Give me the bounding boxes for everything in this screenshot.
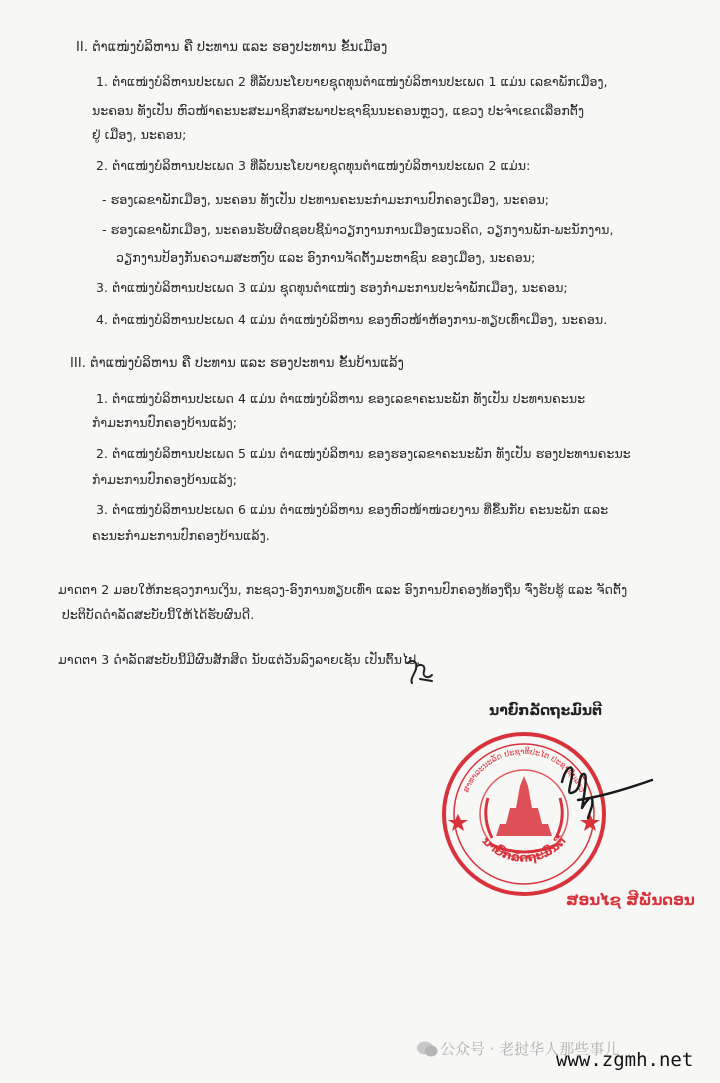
article-3: ມາດຕາ 3 ດຳລັດສະບັບນີ້ມີຜົນສັກສິດ ນັບແຕ່ວັນລົງລາຍເຊັນ ເປັນຕົ້ນໄປ. [58, 652, 421, 667]
s3-item-2-line-2: ກຳມະການປົກຄອງບ້ານແລ້ງ; [92, 472, 238, 487]
s3-item-2-line-1: 2. ຕຳແໜ່ງບໍລິຫານປະເພດ 5 ແມ່ນ ຕຳແໜ່ງບໍລິຫານ ຂອງຮອງເລຂາຄະນະພັກ ທັງເປັນ ຮອງປະທານຄະນະ [96, 446, 631, 461]
s3-item-3-line-1: 3. ຕຳແໜ່ງບໍລິຫານປະເພດ 6 ແມ່ນ ຕຳແໜ່ງບໍລິຫານ ຂອງຫົວໜ້າໜ່ວຍງານ ທີ່ຂຶ້ນກັບ ຄະນະພັກ ແລະ [96, 502, 609, 517]
svg-text:ສາທາລະນະລັດ ປະຊາທິປະໄຕ ປະຊາຊົນ: ສາທາລະນະລັດ ປະຊາທິປະໄຕ ປະຊາຊົນລາວ [461, 746, 587, 794]
handwritten-signature [548, 752, 658, 832]
signer-title: ນາຍົກລັດຖະມົນຕີ [489, 703, 603, 719]
watermark-label: 公众号 · 老挝华人那些事儿 [440, 1040, 620, 1058]
signer-name: ສອນໄຊ ສີພັນດອນ [566, 891, 695, 909]
handwritten-initial [402, 653, 438, 689]
s2-item-2: 2. ຕຳແໜ່ງບໍລິຫານປະເພດ 3 ທີ່ລັບນະໂຍບາຍຊຸດທຸນຕຳແໜ່ງບໍລິຫານປະເພດ 2 ແມ່ນ: [96, 158, 531, 173]
section-3-heading: III. ຕຳແໜ່ງບໍລິຫານ ຄື ປະທານ ແລະ ຮອງປະທານ ຂັ້ນບ້ານແລ້ງ [70, 356, 404, 371]
s2-item-1-line-2: ນະຄອນ ທັງເປັນ ຫົວໜ້າຄະນະສະມາຊິກສະພາປະຊາຊົນນະຄອນຫຼວງ, ແຂວງ ປະຈຳເຂດເລືອກຕັ້ງ [92, 103, 585, 118]
s2-item-4: 4. ຕຳແໜ່ງບໍລິຫານປະເພດ 4 ແມ່ນ ຕຳແໜ່ງບໍລິຫານ ຂອງຫົວໜ້າຫ້ອງການ-ທຽບເທົ່າເມືອງ, ນະຄອນ. [96, 312, 608, 327]
s2-item-1-line-1: 1. ຕຳແໜ່ງບໍລິຫານປະເພດ 2 ທີ່ລັບນະໂຍບາຍຊຸດທຸນຕຳແໜ່ງບໍລິຫານປະເພດ 1 ແມ່ນ ເລຂາພັກເມືອງ, [96, 74, 608, 89]
article-2-line-2: ປະຕິບັດດຳລັດສະບັບນີ້ໃຫ້ໄດ້ຮັບຜົນດີ. [62, 607, 255, 622]
watermark-url: www.zgmh.net [556, 1049, 694, 1071]
s2-item-3: 3. ຕຳແໜ່ງບໍລິຫານປະເພດ 3 ແມ່ນ ຊຸດທຸນຕຳແໜ່ງ ຮອງກຳມະການປະຈຳພັກເມືອງ, ນະຄອນ; [96, 280, 568, 295]
seal-text: ນາຍົກລັດຖະມົນຕີ [479, 833, 569, 865]
s2-bullet-2-line-2: ວຽກງານປ້ອງກັນຄວາມສະຫງົບ ແລະ ອົງການຈັດຕັ້ງມະຫາຊົນ ຂອງເມືອງ, ນະຄອນ; [116, 250, 536, 265]
section-2-heading: II. ຕຳແໜ່ງບໍລິຫານ ຄື ປະທານ ແລະ ຮອງປະທານ ຂັ້ນເມືອງ [76, 40, 388, 55]
s3-item-1-line-2: ກຳມະການປົກຄອງບ້ານແລ້ງ; [92, 415, 238, 430]
s3-item-1-line-1: 1. ຕຳແໜ່ງບໍລິຫານປະເພດ 4 ແມ່ນ ຕຳແໜ່ງບໍລິຫານ ຂອງເລຂາຄະນະພັກ ທັງເປັນ ປະທານຄະນະ [96, 391, 586, 406]
s2-item-1-line-3: ຢູ່ ເມືອງ, ນະຄອນ; [92, 127, 187, 142]
wechat-icon [416, 1040, 438, 1058]
article-2-line-1: ມາດຕາ 2 ມອບໃຫ້ກະຊວງການເງິນ, ກະຊວງ-ອົງການທຽບເທົ່າ ແລະ ອົງການປົກຄອງທ້ອງຖິ່ນ ຈົ່ງຮັບຮູ້ ແລະ ຈັດຕັ້ງ [58, 582, 628, 597]
s2-bullet-1: - ຮອງເລຂາພັກເມືອງ, ນະຄອນ ທັງເປັນ ປະທານຄະນະກຳມະການປົກຄອງເມືອງ, ນະຄອນ; [102, 192, 550, 207]
s3-item-3-line-2: ຄະນະກຳມະການປົກຄອງບ້ານແລ້ງ. [92, 528, 270, 543]
s2-bullet-2-line-1: - ຮອງເລຂາພັກເມືອງ, ນະຄອນຮັບຜິດຊອບຊີ້ນຳວຽກງານການເມືອງແນວຄິດ, ວຽກງານພັກ-ພະນັກງານ, [102, 222, 614, 237]
